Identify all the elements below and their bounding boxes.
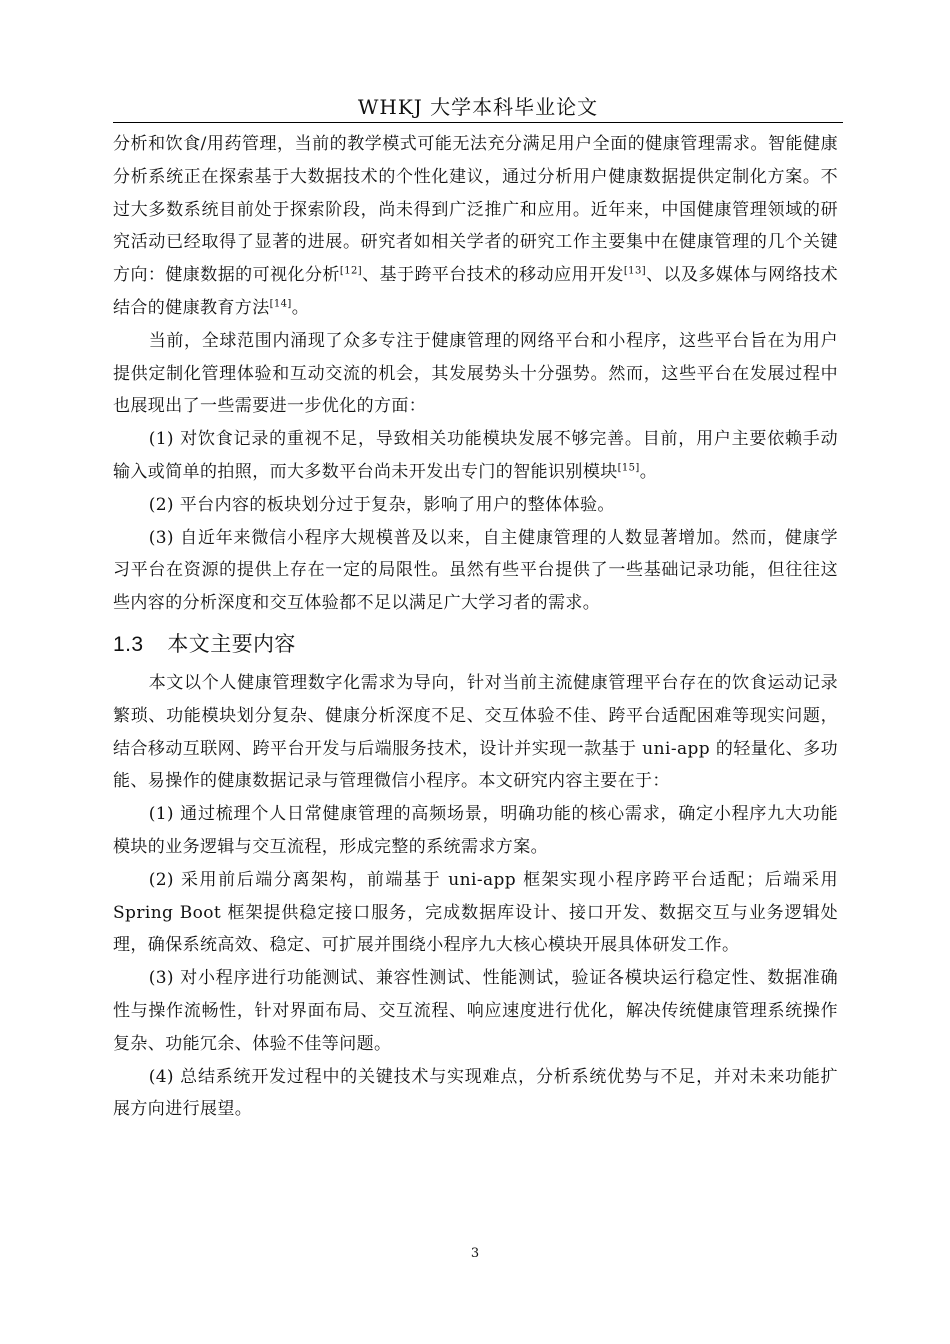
paragraph-continued: 分析和饮食/用药管理，当前的教学模式可能无法充分满足用户全面的健康管理需求。智能健康分析系统正在探索基于大数据技术的个性化建议，通过分析用户健康数据提供定制化方案。不过大多数系统目前处于探索阶段，尚未得到广泛推广和应用。近年来，中国健康管理领域的研究活动已经取得了显著的进展。研究者如相关学者的研究工作主要集中在健康管理的几个关键方向：健康数据的可视化分析[12]、基于跨平台技术的移动应用开发[13]、以及多媒体与网络技术结合的健康教育方法[14]。 bbox=[113, 134, 838, 318]
paragraph-platforms: 当前，全球范围内涌现了众多专注于健康管理的网络平台和小程序，这些平台旨在为用户提供定制化管理体验和互动交流的机会，其发展势头十分强势。然而，这些平台在发展过程中也展现出了一些需要进一步优化的方面： bbox=[113, 330, 838, 417]
citation-14: [14] bbox=[269, 298, 292, 310]
paragraph-main-content: 本文以个人健康管理数字化需求为导向，针对当前主流健康管理平台存在的饮食运动记录繁琐、功能模块划分复杂、健康分析深度不足、交互体验不佳、跨平台适配困难等现实问题，结合移动互联网、跨平台开发与后端服务技术，设计并实现一款基于 uni-app 的轻量化、多功能、易操作的健康数据记录与管理微信小程序。本文研究内容主要在于： bbox=[113, 672, 838, 792]
list-item: (4) 总结系统开发过程中的关键技术与实现难点，分析系统优势与不足，并对未来功能扩展方向进行展望。 bbox=[113, 1066, 838, 1120]
citation-12: [12] bbox=[339, 265, 363, 277]
list-item: (2) 平台内容的板块划分过于复杂，影响了用户的整体体验。 bbox=[148, 494, 615, 515]
citation-13: [13] bbox=[623, 265, 647, 277]
list-item: (1) 对饮食记录的重视不足，导致相关功能模块发展不够完善。目前，用户主要依赖手动输入或简单的拍照，而大多数平台尚未开发出专门的智能识别模块[15]。 bbox=[113, 429, 838, 482]
page-body bbox=[113, 128, 838, 1126]
page-number: 3 bbox=[470, 1246, 480, 1261]
list-item: (3) 对小程序进行功能测试、兼容性测试、性能测试，验证各模块运行稳定性、数据准确性与操作流畅性，针对界面布局、交互流程、响应速度进行优化，解决传统健康管理系统操作复杂、功能冗余、体验不佳等问题。 bbox=[113, 968, 838, 1054]
list-item: (3) 自近年来微信小程序大规模普及以来，自主健康管理的人数显著增加。然而，健康学习平台在资源的提供上存在一定的局限性。虽然有些平台提供了一些基础记录功能，但往往这些内容的分析深度和交互体验都不足以满足广大学习者的需求。 bbox=[113, 527, 838, 614]
citation-15: [15] bbox=[617, 462, 640, 474]
section-heading bbox=[113, 626, 838, 663]
running-header: WHKJ 大学本科毕业论文 bbox=[113, 92, 843, 123]
list-item: (1) 通过梳理个人日常健康管理的高频场景，明确功能的核心需求，确定小程序九大功能模块的业务逻辑与交互流程，形成完整的系统需求方案。 bbox=[113, 804, 838, 857]
list-item: (2) 采用前后端分离架构，前端基于 uni-app 框架实现小程序跨平台适配；后端采用 Spring Boot 框架提供稳定接口服务，完成数据库设计、接口开发、数据交互与业务逻辑处理，确保系统高效、稳定、可扩展并围绕小程序九大核心模块开展具体研发工作。 bbox=[113, 869, 838, 956]
section-title: 本文主要内容 bbox=[167, 631, 296, 656]
section-number: 1.3 bbox=[113, 632, 144, 656]
